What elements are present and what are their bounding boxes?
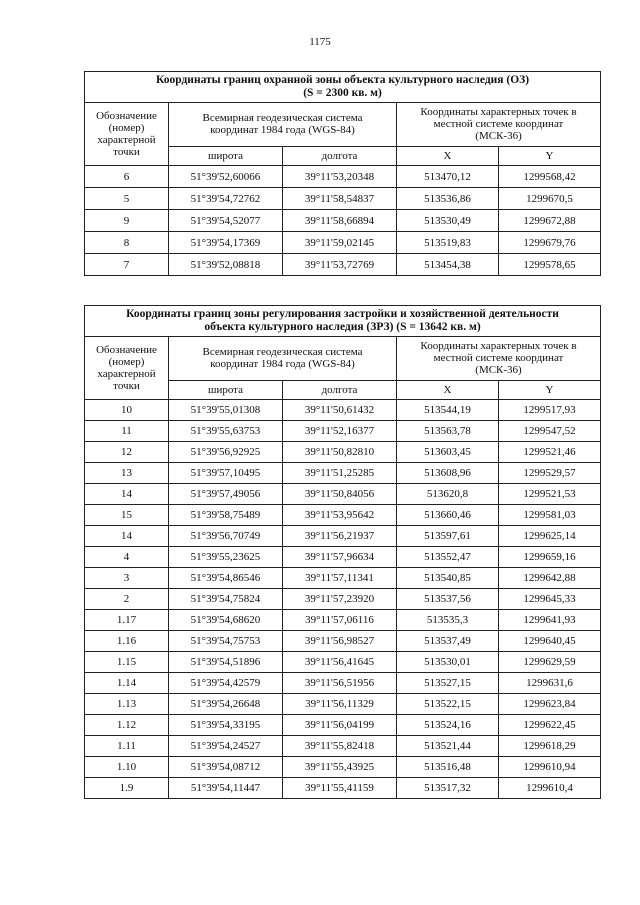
y-header: Y xyxy=(499,380,601,399)
cell-x: 513620,8 xyxy=(397,484,499,505)
cell-point: 1.12 xyxy=(85,715,169,736)
cell-x: 513537,49 xyxy=(397,631,499,652)
designation-header-line: (номер) xyxy=(108,122,145,134)
cell-lon: 39°11'58,66894 xyxy=(283,210,397,232)
cell-lon: 39°11'53,20348 xyxy=(283,166,397,188)
cell-lon: 39°11'50,61432 xyxy=(283,400,397,421)
cell-y: 1299529,57 xyxy=(499,463,601,484)
cell-point: 11 xyxy=(85,421,169,442)
cell-x: 513537,56 xyxy=(397,589,499,610)
table-row xyxy=(85,631,601,652)
designation-header-line: характерной xyxy=(97,134,156,146)
wgs-header-line: координат 1984 года (WGS-84) xyxy=(210,124,355,137)
cell-point: 1.9 xyxy=(85,778,169,799)
table-row xyxy=(85,254,601,276)
wgs-header-line: Всемирная геодезическая система xyxy=(202,112,363,125)
cell-lat: 51°39'54,08712 xyxy=(169,757,283,778)
cell-lon: 39°11'52,16377 xyxy=(283,421,397,442)
table-title-line1: Координаты границ охранной зоны объекта культурного наследия (ОЗ) xyxy=(155,74,530,86)
cell-lon: 39°11'56,11329 xyxy=(283,694,397,715)
cell-x: 513535,3 xyxy=(397,610,499,631)
cell-y: 1299610,94 xyxy=(499,757,601,778)
cell-lon: 39°11'56,04199 xyxy=(283,715,397,736)
cell-point: 10 xyxy=(85,400,169,421)
cell-lon: 39°11'57,23920 xyxy=(283,589,397,610)
table-title-row xyxy=(85,306,601,337)
table-row xyxy=(85,652,601,673)
cell-x: 513603,45 xyxy=(397,442,499,463)
cell-x: 513536,86 xyxy=(397,188,499,210)
cell-point: 5 xyxy=(85,188,169,210)
table-title-line2: объекта культурного наследия (ЗРЗ) (S = 13642 кв. м) xyxy=(204,321,481,333)
table-row xyxy=(85,589,601,610)
cell-y: 1299640,45 xyxy=(499,631,601,652)
cell-lon: 39°11'50,82810 xyxy=(283,442,397,463)
cell-lat: 51°39'57,10495 xyxy=(169,463,283,484)
cell-lat: 51°39'54,42579 xyxy=(169,673,283,694)
header-row xyxy=(85,103,601,147)
cell-lat: 51°39'54,51896 xyxy=(169,652,283,673)
cell-y: 1299641,93 xyxy=(499,610,601,631)
cell-lon: 39°11'57,96634 xyxy=(283,547,397,568)
cell-y: 1299618,29 xyxy=(499,736,601,757)
cell-point: 6 xyxy=(85,166,169,188)
cell-point: 15 xyxy=(85,505,169,526)
table-row xyxy=(85,757,601,778)
local-header xyxy=(397,103,601,147)
cell-lat: 51°39'56,92925 xyxy=(169,442,283,463)
local-header-line: (МСК-36) xyxy=(475,364,522,377)
designation-header-line: точки xyxy=(113,380,140,392)
table-row xyxy=(85,715,601,736)
cell-point: 14 xyxy=(85,526,169,547)
cell-x: 513552,47 xyxy=(397,547,499,568)
cell-y: 1299659,16 xyxy=(499,547,601,568)
designation-header-line: Обозначение xyxy=(96,110,157,122)
cell-point: 12 xyxy=(85,442,169,463)
table-row xyxy=(85,442,601,463)
cell-y: 1299645,33 xyxy=(499,589,601,610)
table-row xyxy=(85,232,601,254)
cell-y: 1299610,4 xyxy=(499,778,601,799)
cell-lat: 51°39'58,75489 xyxy=(169,505,283,526)
cell-y: 1299622,45 xyxy=(499,715,601,736)
table-row xyxy=(85,778,601,799)
cell-y: 1299623,84 xyxy=(499,694,601,715)
local-header-line: (МСК-36) xyxy=(475,130,522,143)
table-row xyxy=(85,610,601,631)
table-row xyxy=(85,463,601,484)
cell-y: 1299642,88 xyxy=(499,568,601,589)
cell-x: 513470,12 xyxy=(397,166,499,188)
table-title-line1: Координаты границ зоны регулирования застройки и хозяйственной деятельности xyxy=(126,308,559,320)
designation-header-line: характерной xyxy=(97,368,156,380)
cell-lat: 51°39'54,68620 xyxy=(169,610,283,631)
designation-header xyxy=(85,103,169,166)
cell-y: 1299631,6 xyxy=(499,673,601,694)
table-body xyxy=(85,400,601,799)
local-header-line: Координаты характерных точек в xyxy=(420,340,577,353)
cell-lat: 51°39'55,23625 xyxy=(169,547,283,568)
designation-header-line: (номер) xyxy=(108,356,145,368)
cell-y: 1299517,93 xyxy=(499,400,601,421)
cell-x: 513540,85 xyxy=(397,568,499,589)
cell-point: 1.17 xyxy=(85,610,169,631)
designation-header-line: Обозначение xyxy=(96,344,157,356)
lon-header: долгота xyxy=(283,146,397,165)
local-header-line: местной системе координат xyxy=(433,352,564,365)
cell-lon: 39°11'55,82418 xyxy=(283,736,397,757)
cell-point: 14 xyxy=(85,484,169,505)
cell-lat: 51°39'54,86546 xyxy=(169,568,283,589)
cell-point: 3 xyxy=(85,568,169,589)
table-row xyxy=(85,547,601,568)
cell-x: 513524,16 xyxy=(397,715,499,736)
cell-x: 513522,15 xyxy=(397,694,499,715)
zrz-coordinates-table xyxy=(84,305,601,799)
cell-lon: 39°11'56,41645 xyxy=(283,652,397,673)
cell-lat: 51°39'55,63753 xyxy=(169,421,283,442)
cell-lon: 39°11'55,43925 xyxy=(283,757,397,778)
cell-point: 9 xyxy=(85,210,169,232)
x-header: X xyxy=(397,380,499,399)
cell-x: 513660,46 xyxy=(397,505,499,526)
table-row xyxy=(85,736,601,757)
table-row xyxy=(85,526,601,547)
y-header: Y xyxy=(499,146,601,165)
cell-x: 513530,01 xyxy=(397,652,499,673)
cell-point: 1.11 xyxy=(85,736,169,757)
cell-lon: 39°11'59,02145 xyxy=(283,232,397,254)
table-row xyxy=(85,400,601,421)
cell-lat: 51°39'52,08818 xyxy=(169,254,283,276)
cell-y: 1299521,46 xyxy=(499,442,601,463)
table-row xyxy=(85,568,601,589)
table-row xyxy=(85,166,601,188)
cell-lat: 51°39'54,17369 xyxy=(169,232,283,254)
local-header-line: Координаты характерных точек в xyxy=(420,106,577,119)
cell-point: 1.15 xyxy=(85,652,169,673)
lat-header: широта xyxy=(169,380,283,399)
table-body xyxy=(85,166,601,276)
cell-lon: 39°11'57,06116 xyxy=(283,610,397,631)
cell-lon: 39°11'53,95642 xyxy=(283,505,397,526)
table-title xyxy=(85,306,601,337)
cell-x: 513517,32 xyxy=(397,778,499,799)
cell-point: 8 xyxy=(85,232,169,254)
cell-y: 1299670,5 xyxy=(499,188,601,210)
cell-point: 4 xyxy=(85,547,169,568)
table-row xyxy=(85,421,601,442)
cell-lon: 39°11'55,41159 xyxy=(283,778,397,799)
cell-point: 1.10 xyxy=(85,757,169,778)
table-row xyxy=(85,505,601,526)
cell-lon: 39°11'56,51956 xyxy=(283,673,397,694)
table-title-row xyxy=(85,72,601,103)
table-row xyxy=(85,210,601,232)
table-row xyxy=(85,673,601,694)
local-header xyxy=(397,337,601,381)
cell-point: 1.13 xyxy=(85,694,169,715)
cell-lat: 51°39'54,75824 xyxy=(169,589,283,610)
cell-lat: 51°39'54,75753 xyxy=(169,631,283,652)
cell-point: 2 xyxy=(85,589,169,610)
cell-y: 1299521,53 xyxy=(499,484,601,505)
cell-x: 513563,78 xyxy=(397,421,499,442)
cell-lon: 39°11'53,72769 xyxy=(283,254,397,276)
cell-y: 1299568,42 xyxy=(499,166,601,188)
cell-x: 513597,61 xyxy=(397,526,499,547)
table-title-line2: (S = 2300 кв. м) xyxy=(303,87,382,99)
cell-y: 1299581,03 xyxy=(499,505,601,526)
cell-x: 513454,38 xyxy=(397,254,499,276)
cell-lon: 39°11'58,54837 xyxy=(283,188,397,210)
lon-header: долгота xyxy=(283,380,397,399)
cell-point: 1.16 xyxy=(85,631,169,652)
cell-lon: 39°11'56,98527 xyxy=(283,631,397,652)
lat-header: широта xyxy=(169,146,283,165)
cell-lat: 51°39'55,01308 xyxy=(169,400,283,421)
cell-lat: 51°39'54,72762 xyxy=(169,188,283,210)
cell-point: 7 xyxy=(85,254,169,276)
table-row xyxy=(85,188,601,210)
cell-lat: 51°39'56,70749 xyxy=(169,526,283,547)
cell-y: 1299672,88 xyxy=(499,210,601,232)
page-number: 1175 xyxy=(309,36,331,48)
wgs-header xyxy=(169,337,397,381)
cell-y: 1299625,14 xyxy=(499,526,601,547)
cell-lon: 39°11'50,84056 xyxy=(283,484,397,505)
table-title xyxy=(85,72,601,103)
oz-coordinates-table xyxy=(84,71,601,276)
cell-lat: 51°39'57,49056 xyxy=(169,484,283,505)
cell-lon: 39°11'57,11341 xyxy=(283,568,397,589)
cell-point: 13 xyxy=(85,463,169,484)
table-row xyxy=(85,484,601,505)
designation-header-line: точки xyxy=(113,146,140,158)
cell-x: 513516,48 xyxy=(397,757,499,778)
cell-x: 513521,44 xyxy=(397,736,499,757)
cell-x: 513544,19 xyxy=(397,400,499,421)
wgs-header xyxy=(169,103,397,147)
wgs-header-line: координат 1984 года (WGS-84) xyxy=(210,358,355,371)
header-row xyxy=(85,337,601,381)
cell-lat: 51°39'54,26648 xyxy=(169,694,283,715)
cell-y: 1299578,65 xyxy=(499,254,601,276)
wgs-header-line: Всемирная геодезическая система xyxy=(202,346,363,359)
cell-lat: 51°39'52,60066 xyxy=(169,166,283,188)
designation-header xyxy=(85,337,169,400)
cell-x: 513608,96 xyxy=(397,463,499,484)
cell-lon: 39°11'51,25285 xyxy=(283,463,397,484)
cell-lat: 51°39'54,24527 xyxy=(169,736,283,757)
cell-y: 1299547,52 xyxy=(499,421,601,442)
cell-lat: 51°39'54,33195 xyxy=(169,715,283,736)
cell-lat: 51°39'54,11447 xyxy=(169,778,283,799)
cell-x: 513527,15 xyxy=(397,673,499,694)
cell-point: 1.14 xyxy=(85,673,169,694)
cell-x: 513530,49 xyxy=(397,210,499,232)
cell-y: 1299679,76 xyxy=(499,232,601,254)
local-header-line: местной системе координат xyxy=(433,118,564,131)
table-row xyxy=(85,694,601,715)
x-header: X xyxy=(397,146,499,165)
cell-x: 513519,83 xyxy=(397,232,499,254)
cell-lon: 39°11'56,21937 xyxy=(283,526,397,547)
cell-y: 1299629,59 xyxy=(499,652,601,673)
cell-lat: 51°39'54,52077 xyxy=(169,210,283,232)
